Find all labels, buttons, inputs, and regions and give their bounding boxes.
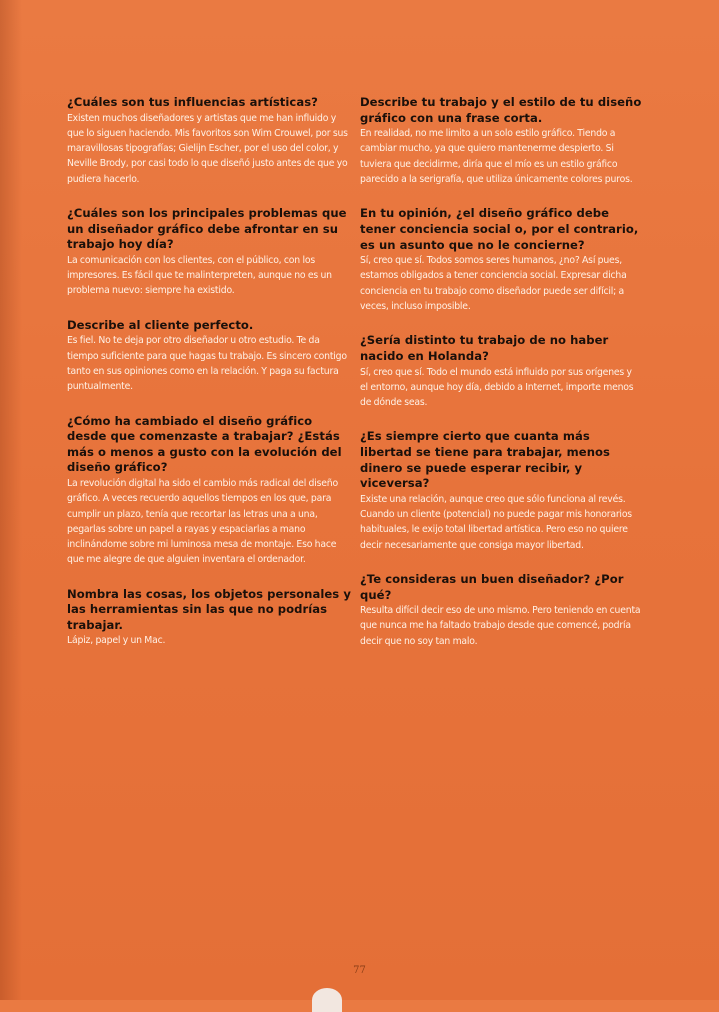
question-heading: Nombra las cosas, los objetos personales y las herramientas sin las que no podrías trabajar.	[67, 586, 351, 632]
question-heading: ¿Cuáles son los principales problemas que un diseñador gráfico debe afrontar en su trabajo hoy día?	[67, 206, 347, 252]
answer-text: Sí, creo que sí. Todos somos seres humanos, ¿no? Así pues, estamos obligados a tener conciencia social. Expresar dicha conciencia en tu trabajo como diseñador puede ser difícil; a veces, incluso imposible.	[360, 255, 627, 313]
answer-text: Resulta difícil decir eso de uno mismo. Pero teniendo en cuenta que nunca me ha faltado trabajo desde que comencé, podría decir que no soy tan malo.	[360, 605, 641, 647]
answer-text: Sí, creo que sí. Todo el mundo está influido por sus orígenes y el entorno, aunque hoy día, debido a Internet, importe menos de dónde seas.	[360, 366, 634, 409]
page-number: 77	[353, 965, 366, 976]
left-column	[67, 95, 352, 668]
qa-block	[67, 414, 352, 568]
question-heading: En tu opinión, ¿el diseño gráfico debe tener conciencia social o, por el contrario, es un asunto que no le concierne?	[360, 206, 639, 252]
answer-text: Existen muchos diseñadores y artistas que me han influido y que lo siguen haciendo. Mis favoritos son Wim Crouwel, por sus maravillosas tipografías; Gielijn Escher, por el uso del color, y Neville Brody, por casi todo lo que diseñó justo antes de que yo pudiera hacerlo.	[67, 112, 348, 185]
qa-block	[67, 318, 352, 395]
page-corner-mark	[312, 988, 342, 1012]
answer-text: La revolución digital ha sido el cambio más radical del diseño gráfico. A veces recuerdo aquellos tiempos en los que, para cumplir un plazo, tenía que recortar las letras una a una, pegarlas sobre un papel a rayas y espaciarlas a mano inclinándome sobre mi luminosa mesa de montaje. Eso hace que me alegre de que alguien inventara el ordenador.	[67, 477, 338, 566]
question-heading: ¿Te consideras un buen diseñador? ¿Por qué?	[360, 571, 624, 602]
qa-block	[67, 587, 352, 649]
binding-shadow	[0, 0, 22, 1000]
qa-block	[360, 95, 642, 187]
answer-text: Existe una relación, aunque creo que sólo funciona al revés. Cuando un cliente (potencial) no puede pagar mis honorarios habituales, le exijo total libertad artística. Pero eso no quiere decir necesariamente que consiga mayor libertad.	[360, 493, 632, 551]
question-heading: Describe tu trabajo y el estilo de tu diseño gráfico con una frase corta.	[360, 95, 642, 125]
question-heading: Describe al cliente perfecto.	[67, 317, 254, 332]
question-heading: ¿Es siempre cierto que cuanta más libertad se tiene para trabajar, menos dinero se puede esperar recibir, y viceversa?	[360, 429, 610, 491]
question-heading: ¿Sería distinto tu trabajo de no haber nacido en Holanda?	[360, 333, 609, 363]
qa-block	[67, 206, 352, 299]
answer-text: La comunicación con los clientes, con el público, con los impresores. Es fácil que te malinterpreten, aunque no es un problema nuevo: siempre ha existido.	[67, 254, 332, 297]
qa-block	[360, 206, 642, 314]
answer-text: En realidad, no me limito a un solo estilo gráfico. Tiendo a cambiar mucho, ya que quiero mantenerme despierto. Si tuviera que decidirme, diría que el mío es un estilo gráfico parecido a la serigrafía, que utiliza únicamente colores puros.	[360, 128, 633, 186]
answer-text: Lápiz, papel y un Mac.	[67, 635, 166, 647]
qa-block	[360, 333, 642, 410]
qa-block	[67, 95, 352, 187]
right-column	[360, 95, 642, 668]
answer-text: Es fiel. No te deja por otro diseñador u otro estudio. Te da tiempo suficiente para que hagas tu trabajo. Es sincero contigo tanto en sus opiniones como en la relación. Y paga su factura puntualmente.	[67, 335, 347, 393]
qa-block	[360, 429, 642, 553]
question-heading: ¿Cuáles son tus influencias artísticas?	[67, 95, 318, 109]
qa-block	[360, 572, 642, 649]
question-heading: ¿Cómo ha cambiado el diseño gráfico desde que comenzaste a trabajar? ¿Estás más o menos a gusto con la evolución del diseño gráfico?	[67, 413, 342, 475]
